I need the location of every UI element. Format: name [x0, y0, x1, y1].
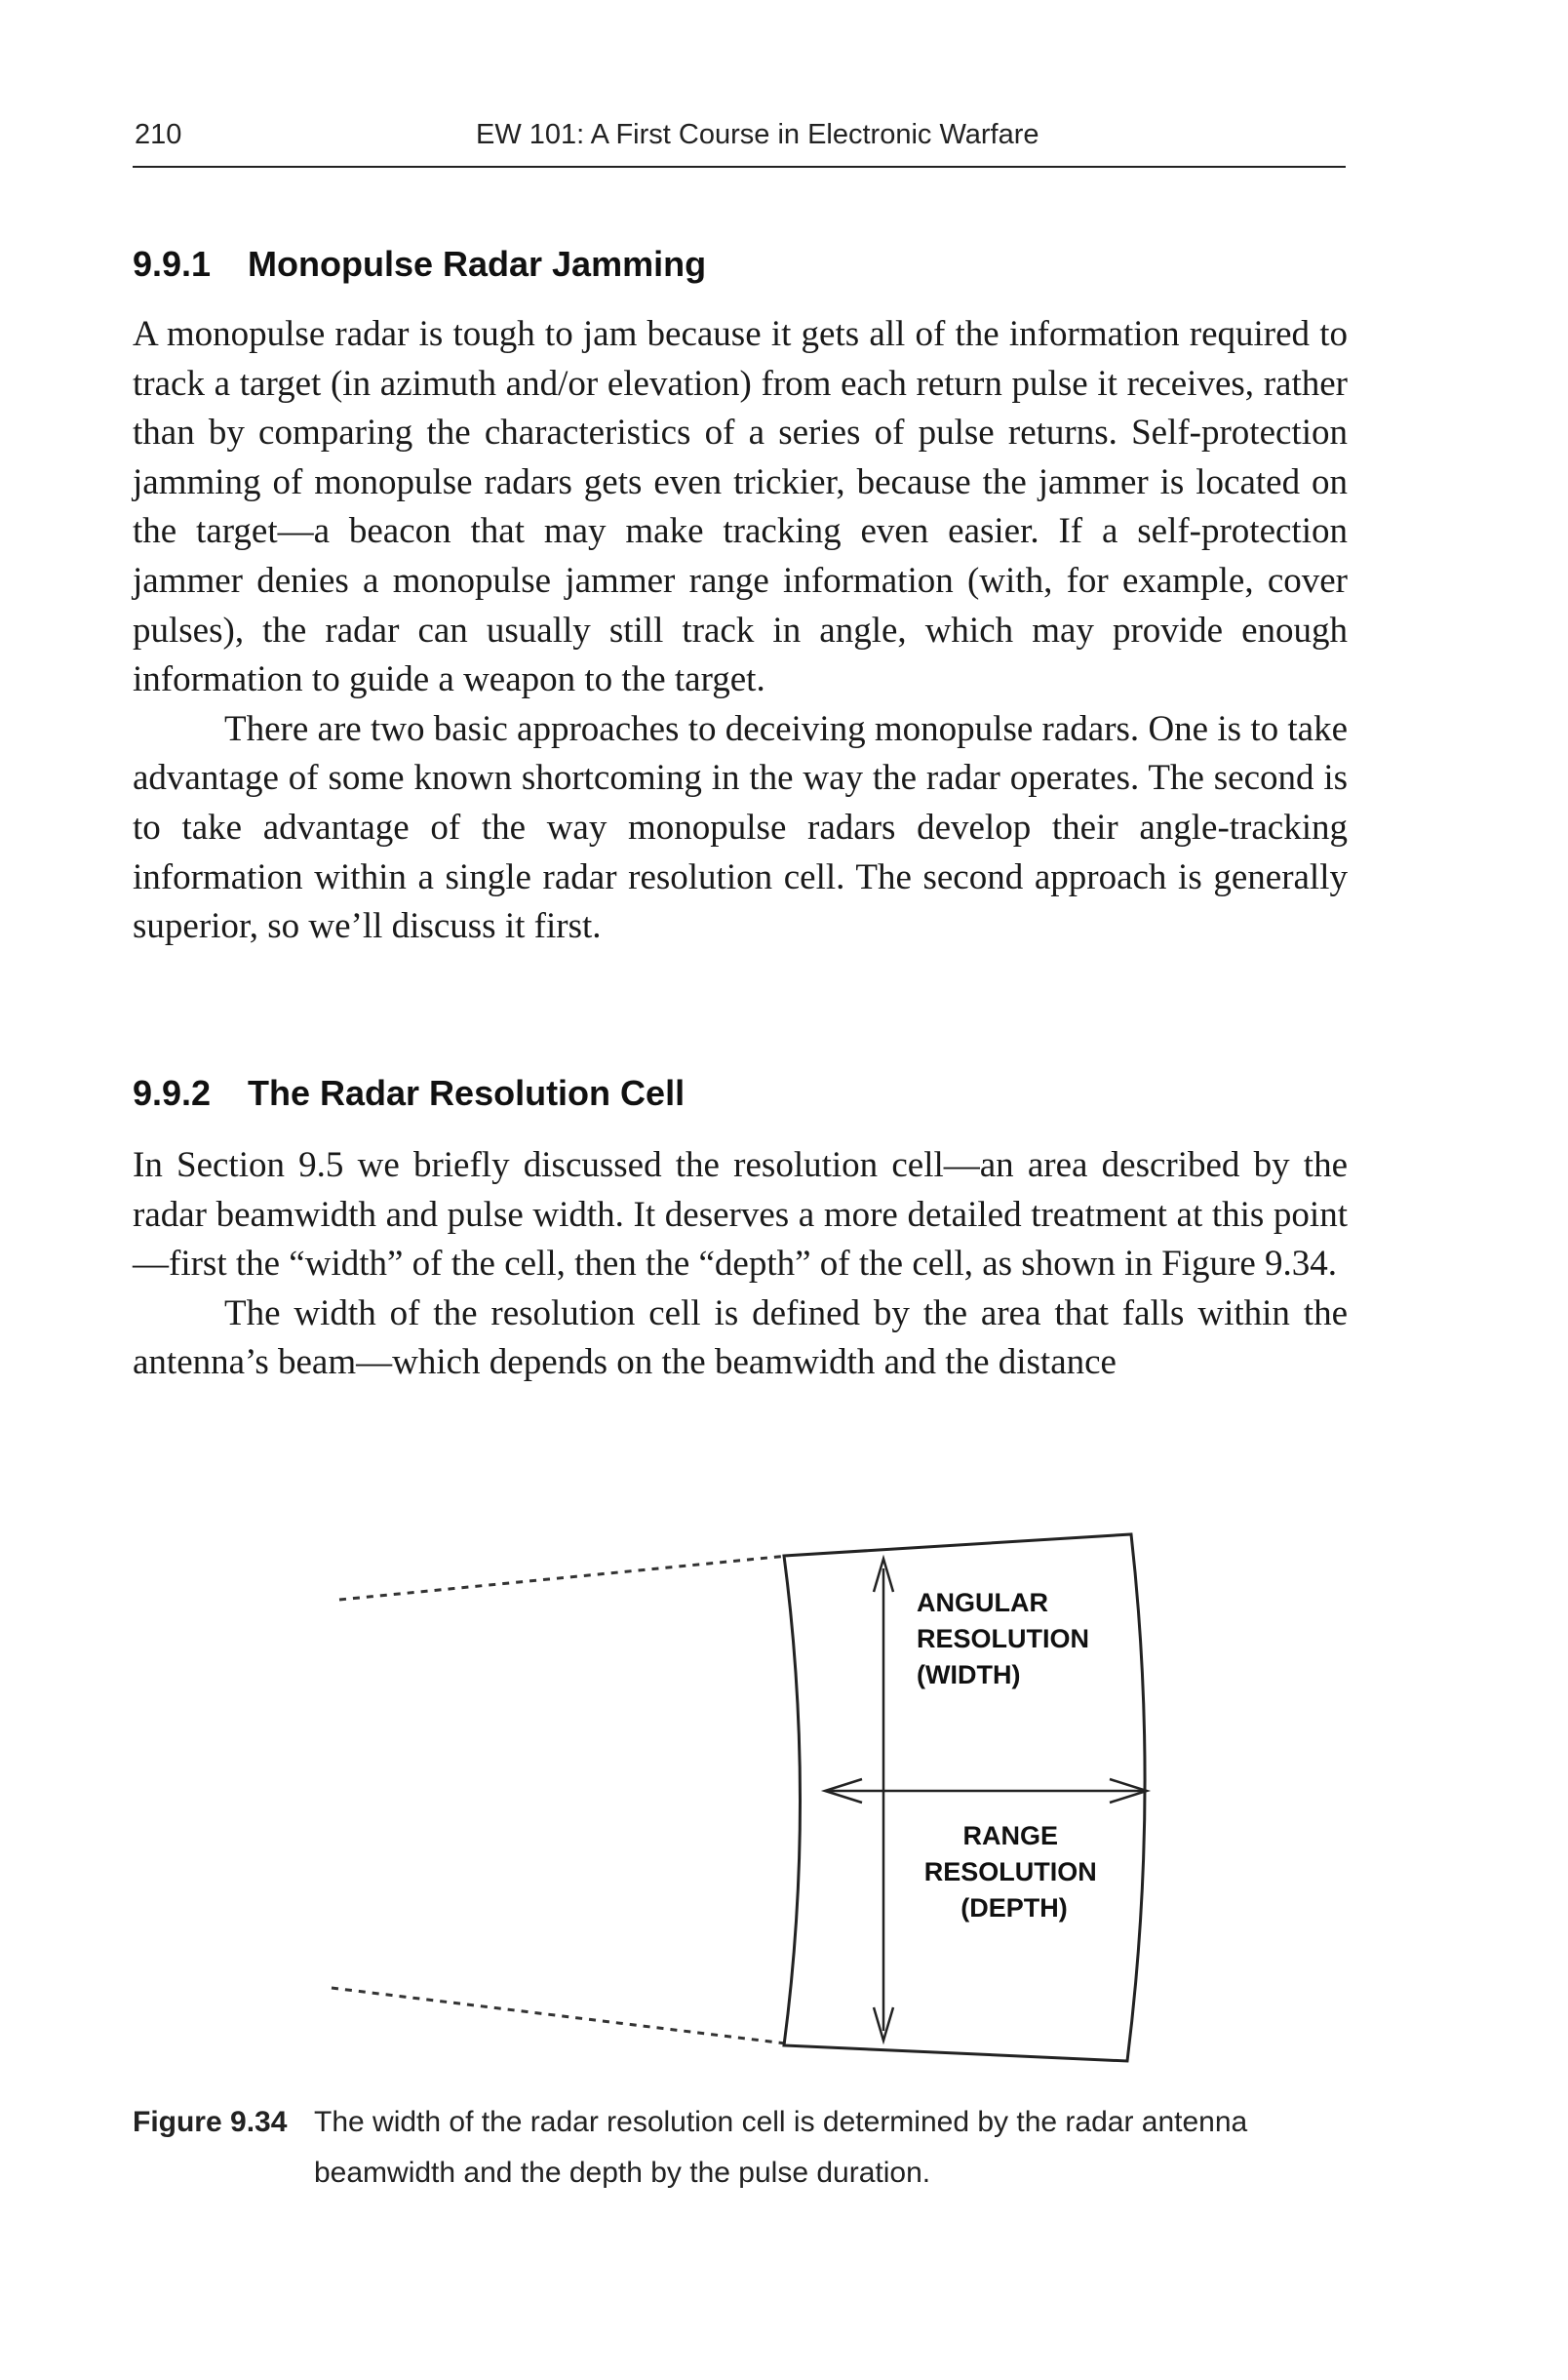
figure-caption-label: Figure 9.34	[133, 2106, 288, 2138]
section-title: Monopulse Radar Jamming	[248, 244, 707, 284]
figure-caption	[133, 2097, 1352, 2199]
resolution-cell-diagram	[0, 1502, 1568, 2087]
beam-edge-upper	[339, 1556, 788, 1600]
figure-caption-text: The width of the radar resolution cell is determined by the radar antenna beamwidth and the depth by the pulse duration.	[314, 2106, 1248, 2189]
section-heading-radar-resolution-cell	[133, 1073, 685, 1114]
paragraph: A monopulse radar is tough to jam because it gets all of the information required to track a target (in azimuth and/or elevation) from each return pulse it receives, rather than by comparing the characteristics of a series of pulse returns. Self-protection jamming of monopulse radars gets even trickier, because the jammer is located on the target—a beacon that may make tracking even easier. If a self-protection jammer denies a monopulse jammer range information (with, for example, cover pulses), the radar can usually still track in angle, which may provide enough information to guide a weapon to the target.	[133, 314, 1348, 700]
range-resolution-label: RANGE RESOLUTION (DEPTH)	[923, 1821, 1097, 1923]
section-title: The Radar Resolution Cell	[248, 1073, 686, 1113]
paragraph: In Section 9.5 we briefly discussed the resolution cell—an area described by the radar beamwidth and pulse width. It deserves a more detailed treatment at this point—first the “width” of the cell, then the “depth” of the cell, as shown in Figure 9.34.	[133, 1145, 1348, 1285]
angular-resolution-label: ANGULAR RESOLUTION (WIDTH)	[917, 1588, 1090, 1689]
section-body-resolution-cell	[133, 1141, 1348, 1388]
beam-edge-lower	[332, 1988, 786, 2043]
paragraph: The width of the resolution cell is defined by the area that falls within the antenna’s beam—which depends on the beamwidth and the distance	[133, 1292, 1348, 1383]
paragraph: There are two basic approaches to deceiving monopulse radars. One is to take advantage of some known shortcoming in the way the radar operates. The second is to take advantage of the way monopulse radars develop their angle-tracking information within a single radar resolution cell. The second approach is generally superior, so we’ll discuss it first.	[133, 708, 1348, 947]
section-heading-monopulse-radar-jamming	[133, 244, 706, 285]
running-title: EW 101: A First Course in Electronic Warfare	[476, 119, 1039, 150]
section-body-monopulse	[133, 310, 1348, 952]
page-number: 210	[135, 119, 182, 150]
running-header	[133, 109, 1346, 168]
section-number: 9.9.1	[133, 244, 212, 284]
section-number: 9.9.2	[133, 1073, 212, 1113]
